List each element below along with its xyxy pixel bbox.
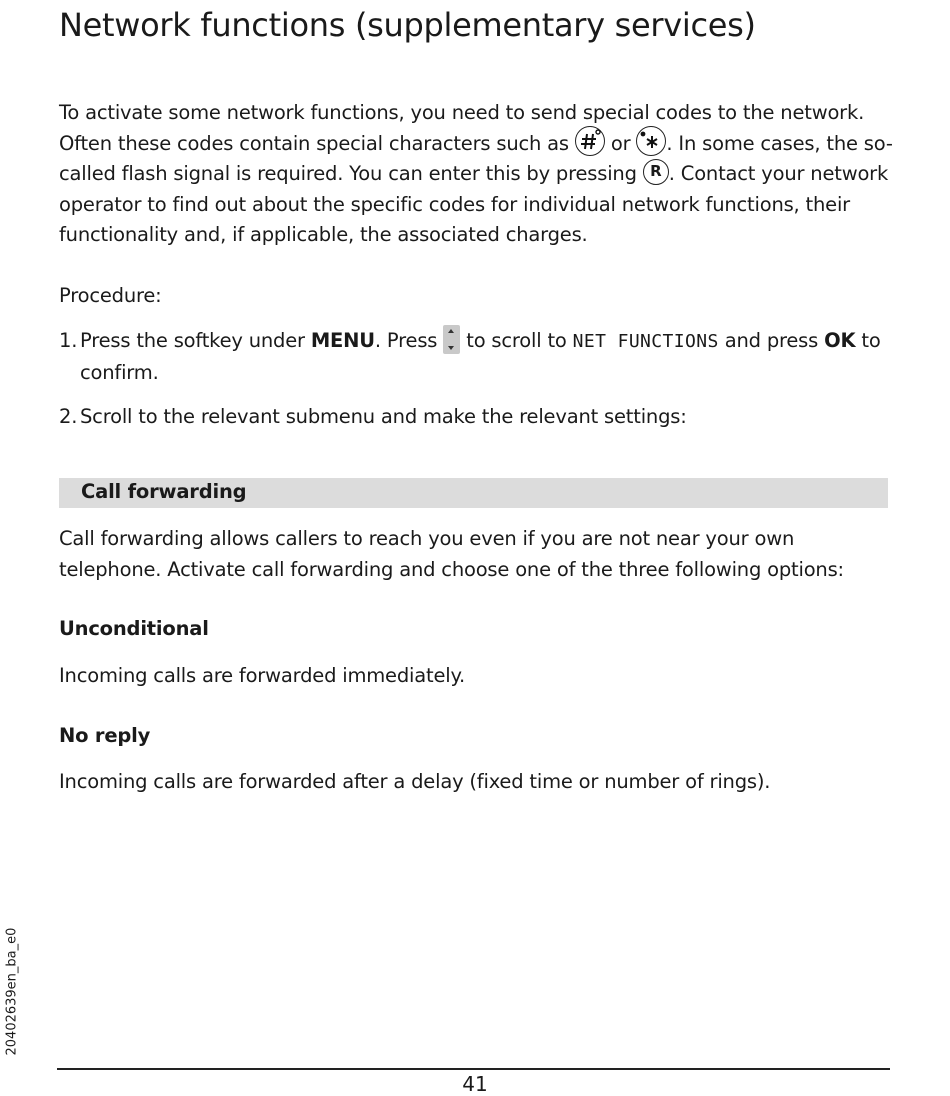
step1-text-4: and press xyxy=(718,329,825,352)
r-key-icon: R xyxy=(643,159,669,185)
intro-text-3: . In some cases, the so-called flash signal is required. You can enter this by pressing xyxy=(59,131,893,185)
intro-paragraph xyxy=(59,98,899,251)
ok-softkey-label: OK xyxy=(824,329,856,352)
star-key-icon xyxy=(636,126,666,156)
up-down-nav-key-icon xyxy=(443,325,460,354)
section-intro: Call forwarding allows callers to reach you even if you are not near your own telephone. Activate call forwarding and choose one of the three following options: xyxy=(59,527,844,581)
step1-text-5: to confirm. xyxy=(80,329,881,384)
hash-key-icon xyxy=(575,126,605,156)
option-text: Incoming calls are forwarded immediately. xyxy=(59,664,466,687)
section-heading-bar xyxy=(59,478,888,508)
option-text: Incoming calls are forwarded after a delay (fixed time or number of rings). xyxy=(59,770,771,793)
page-title: Network functions (supplementary services) xyxy=(59,6,756,44)
page-number: 41 xyxy=(462,1072,488,1096)
intro-text-1: To activate some network functions, you need to send special codes to the network. Often these codes contain special characters such as xyxy=(59,101,865,155)
step1-text-3: to scroll to xyxy=(460,329,573,352)
list-item xyxy=(59,402,899,433)
option-heading: No reply xyxy=(59,724,151,747)
section-heading: Call forwarding xyxy=(81,480,247,503)
footer-divider xyxy=(57,1068,890,1070)
intro-text-4: . Contact your network operator to find out about the specific codes for individual network functions, their functionality and, if applicable, the associated charges. xyxy=(59,162,889,246)
intro-text-2: or xyxy=(604,131,637,155)
display-text-net-functions: NET FUNCTIONS xyxy=(572,331,719,352)
option-heading: Unconditional xyxy=(59,617,209,640)
step-text xyxy=(80,326,899,388)
menu-softkey-label: MENU xyxy=(310,329,375,352)
step-text: Scroll to the relevant submenu and make the relevant settings: xyxy=(80,405,687,428)
step-number: 1. xyxy=(59,329,78,352)
list-item xyxy=(59,326,899,388)
step1-text-2: . Press xyxy=(374,329,444,352)
step1-text-1: Press the softkey under xyxy=(80,329,311,352)
step-number: 2. xyxy=(59,405,78,428)
procedure-label: Procedure: xyxy=(59,284,162,307)
document-code: 20402639en_ba_e0 xyxy=(4,927,20,1056)
